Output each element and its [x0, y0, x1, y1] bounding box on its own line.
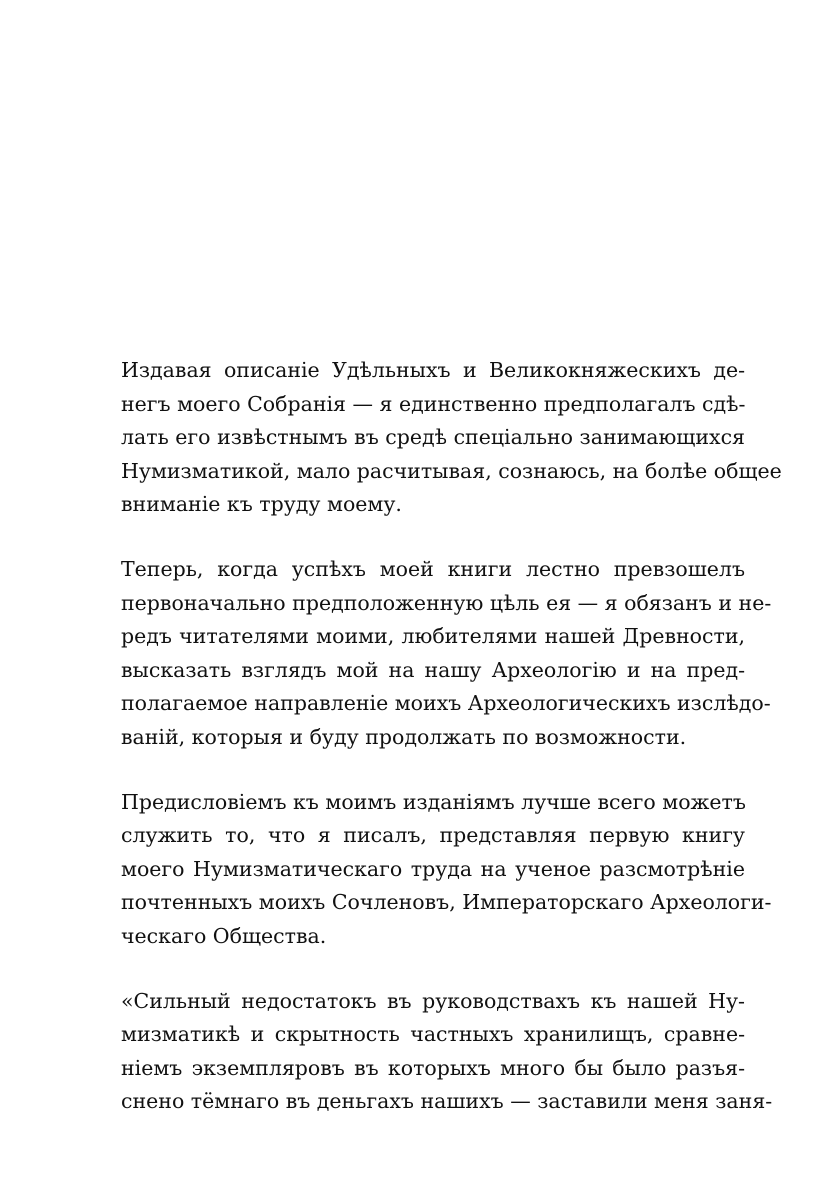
text-line: ніемъ экземпляровъ въ которыхъ много бы было разъя- — [121, 1055, 745, 1080]
text-line: редъ читателями моими, любителями нашей Древности, — [121, 624, 745, 649]
text-line: снено тёмнаго въ деньгахъ нашихъ — заставили меня заня- — [121, 1089, 773, 1114]
text-line: «Сильный недостатокъ въ руководствахъ къ нашей Ну- — [121, 988, 745, 1013]
paragraph-3 — [121, 786, 772, 954]
text-line: Нумизматикой, мало расчитывая, сознаюсь, на болѣе общее — [121, 458, 782, 483]
text-line: мизматикѣ и скрытность частныхъ хранилищъ, сравне- — [121, 1022, 745, 1047]
text-line: почтенныхъ моихъ Сочленовъ, Императорскаго Археологи- — [121, 890, 772, 915]
text-line: ваній, которыя и буду продолжать по возможности. — [121, 724, 687, 749]
text-line: первоначально предположенную цѣль ея — я обязанъ и не- — [121, 590, 772, 615]
text-line: полагаемое направленіе моихъ Археологическихъ изслѣдо- — [121, 691, 771, 716]
text-line: Теперь, когда успѣхъ моей книги лестно превзошелъ — [121, 556, 745, 581]
text-line: Издавая описаніе Удѣльныхъ и Великокняжескихъ де- — [121, 358, 745, 382]
text-line: моего Нумизматическаго труда на ученое разсмотрѣніе — [121, 856, 745, 881]
text-line: лать его извѣстнымъ въ средѣ спеціально занимающихся — [121, 425, 745, 450]
paragraph-1 — [121, 354, 782, 522]
text-line: ческаго Общества. — [121, 923, 327, 948]
text-line: негъ моего Собранія — я единственно предполагалъ сдѣ- — [121, 391, 746, 416]
paragraph-4 — [121, 985, 773, 1119]
text-line: высказать взглядъ мой на нашу Археологію и на пред- — [121, 657, 745, 682]
paragraph-2 — [121, 553, 772, 755]
text-line: служить то, что я писалъ, представляя первую книгу — [121, 823, 745, 848]
body-text — [121, 354, 782, 1150]
text-line: Предисловіемъ къ моимъ изданіямъ лучше всего можетъ — [121, 789, 746, 814]
text-line: вниманіе къ труду моему. — [121, 492, 402, 517]
